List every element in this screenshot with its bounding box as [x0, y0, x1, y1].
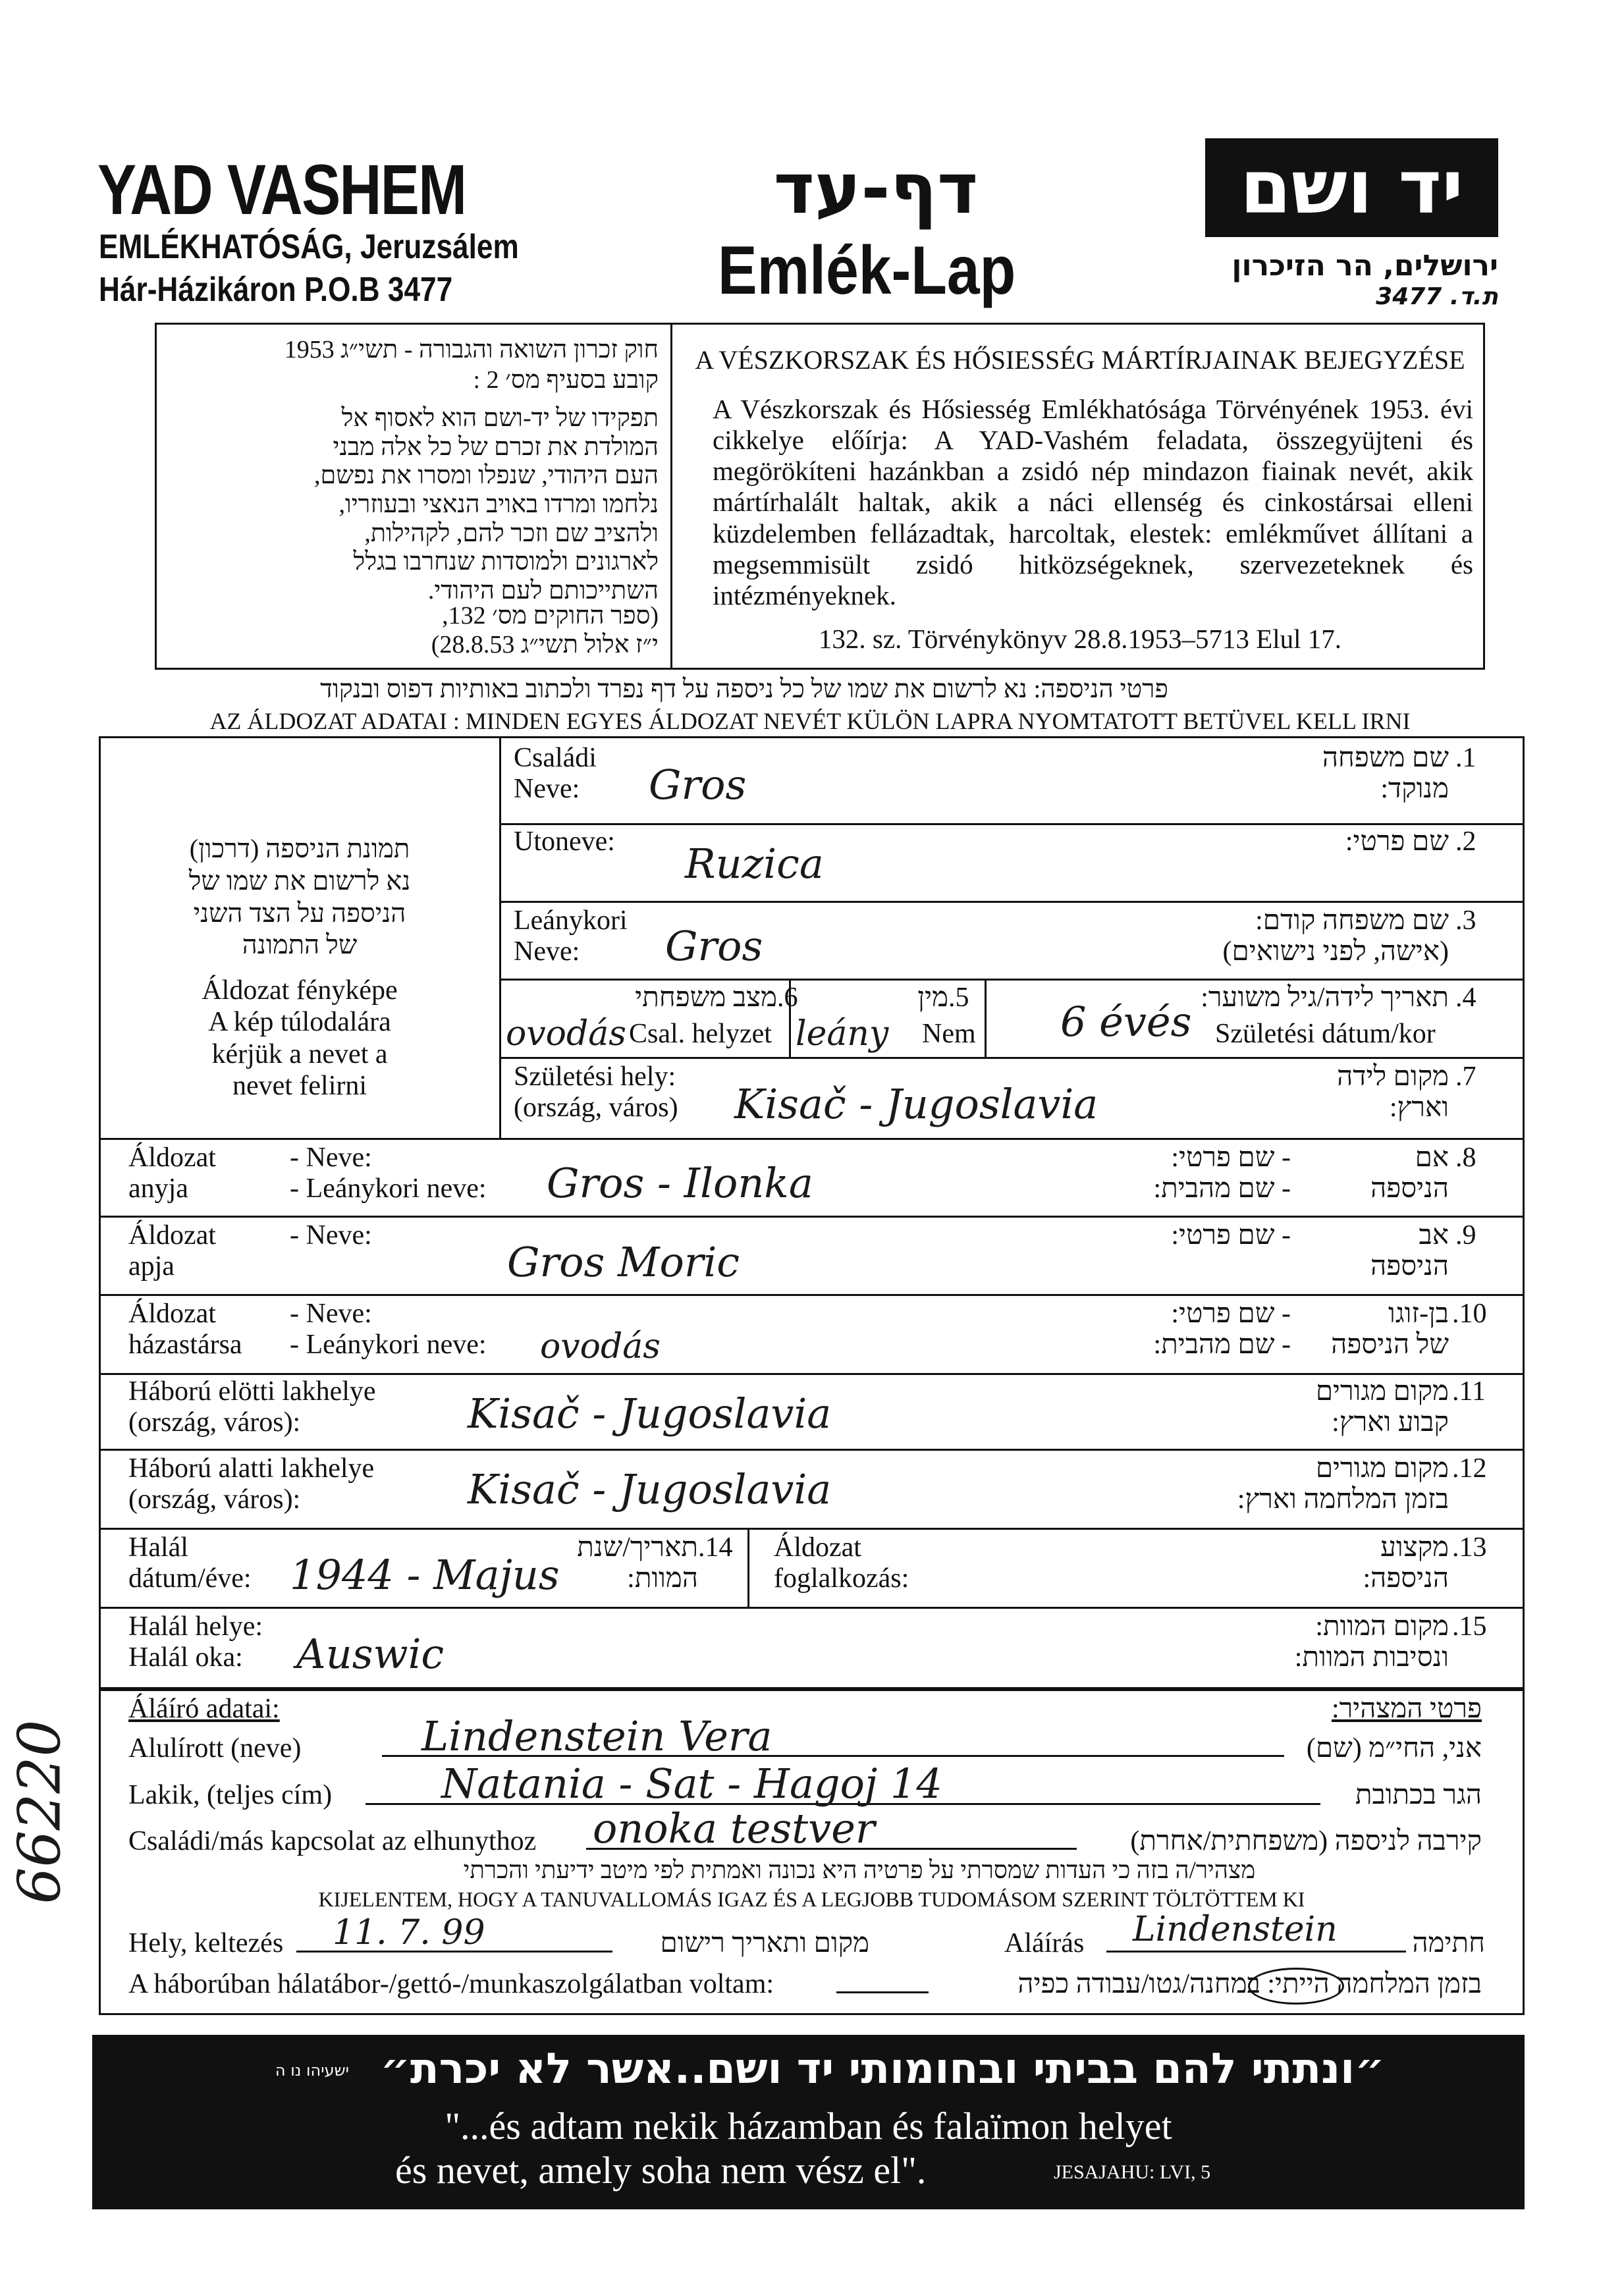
photo-text-hebrew [109, 833, 491, 961]
field11-label-he-line: קבוע וארץ: [1332, 1407, 1449, 1438]
signature-label-hu: Aláírás [1004, 1928, 1085, 1958]
signer-name-value: Lindenstein Vera [421, 1712, 772, 1760]
field10-label-hu [128, 1299, 242, 1361]
field9-sub-he-line: - שם פרטי: [1171, 1220, 1291, 1251]
law-hebrew-body-line: לארגונים ולמוסדות שנחרבו בגלל [353, 548, 659, 576]
footer-hebrew-quote: ״ונתתי להם בביתי ובחומותי יד ושם..אשר לא יכרת״ [380, 2045, 1385, 2093]
field6-label-hu: Csal. helyzet [629, 1019, 772, 1049]
field10-sub-he-line: - שם פרטי: [1171, 1299, 1291, 1329]
field15-value: Auswic [296, 1630, 445, 1678]
camp-line [836, 1991, 929, 1993]
declaration-hebrew: מצהיר/ה בזה כי העדות שמסרתי על פרטיה היא נכונה ואמתית לפי מיטב ידיעתי והכרתי [463, 1857, 1256, 1884]
title-hebrew: דף-עד [773, 148, 979, 229]
field14-label-he-line: המוות: [627, 1563, 698, 1594]
field8-sub-he-line: - שם מהבית: [1153, 1173, 1291, 1204]
field2-label-he [1152, 826, 1449, 857]
field14-number: .14 [698, 1532, 733, 1563]
field4-value: 6 évés [1060, 998, 1192, 1046]
field7-label-hu-line: Születési hely: [514, 1062, 676, 1092]
law-hebrew-body [171, 404, 659, 606]
signature-label-he: חתימה [1412, 1928, 1485, 1958]
field8-sub-hu-line: - Leánykori neve: [290, 1173, 487, 1204]
law-hungarian-title: A VÉSZKORSZAK ÉS HŐSIESSÉG MÁRTÍRJAINAK BEJEGYZÉSE [695, 345, 1465, 375]
footer-hebrew-ref: ישעיהו נו ה [275, 2061, 349, 2080]
field9-sub-hu-line: - Neve: [290, 1220, 372, 1251]
place-date-value: 11. 7. 99 [333, 1913, 485, 1953]
field13-label-hu-line: foglalkozás: [774, 1563, 909, 1594]
field3-label-hu [514, 905, 628, 967]
field2-label-he-line: שם פרטי: [1345, 826, 1449, 857]
field7-label-he-line: מקום לידה [1337, 1062, 1449, 1092]
field11-label-he [1225, 1376, 1449, 1438]
field13-label-he [1251, 1532, 1449, 1594]
row-line [99, 1607, 1525, 1609]
field12-label-he [1159, 1453, 1449, 1515]
org-line1: EMLÉKHATÓSÁG, Jeruzsálem [99, 228, 519, 266]
field11-value: Kisač - Jugoslavia [468, 1389, 832, 1438]
declaration-hungarian: KIJELENTEM, HOGY A TANUVALLOMÁS IGAZ ÉS A LEGJOBB TUDOMÁSOM SZERINT TÖLTÖTTEM KI [318, 1887, 1305, 1911]
field14-label-he-line: תאריך/שנת [577, 1532, 698, 1563]
place-date-label-he: מקום ותאריך רישום [660, 1928, 869, 1958]
field11-number: .11 [1452, 1376, 1486, 1407]
field12-label-hu-line: Háború alatti lakhelye [128, 1453, 375, 1484]
field15-label-hu-line: Halál oka: [128, 1642, 243, 1673]
field1-label-hu [514, 743, 597, 805]
field9-label-he-line: הניספה [1370, 1251, 1449, 1282]
field7-value: Kisač - Jugoslavia [734, 1080, 1098, 1128]
field15-label-he [1225, 1611, 1449, 1673]
law-hebrew-ref1: (ספר החוקים מס׳ 132, [442, 602, 659, 630]
row-line [99, 1216, 1525, 1218]
field15-label-hu [128, 1611, 263, 1673]
field4-number: .4 [1455, 983, 1476, 1013]
field3-value: Gros [665, 922, 763, 970]
field3-label-hu-line: Leánykori [514, 905, 628, 936]
row-line [499, 1057, 1525, 1059]
field15-number: .15 [1452, 1611, 1487, 1642]
field8-sub-he [1120, 1143, 1291, 1204]
field5-value: leány [796, 1014, 889, 1054]
signer-address-label-he: הגר בכתובת [1355, 1780, 1482, 1810]
field10-sub-hu-line: - Leánykori neve: [290, 1330, 487, 1361]
field12-label-hu-line: (ország, város): [128, 1484, 301, 1515]
field8-label-he-line: אם [1415, 1143, 1449, 1173]
field1-value: Gros [649, 761, 747, 809]
logo-hebrew: יד ושם [1205, 138, 1498, 237]
field10-sub-hu-line: - Neve: [290, 1299, 372, 1329]
field9-label-he [1311, 1220, 1449, 1282]
field7-label-hu-line: (ország, város) [514, 1092, 678, 1123]
law-hebrew-body-line: העם היהודי, שנפלו ומסרו את נפשם, [313, 462, 659, 490]
field8-label-he-line: הניספה [1370, 1173, 1449, 1204]
field11-label-hu-line: Háború elötti lakhelye [128, 1376, 376, 1407]
law-hungarian-body: A Vészkorszak és Hősiesség Emlékhatósága Törvényének 1953. évi cikkelye előírja: A YAD-Vashém feladata, összegyüjteni és megörökíteni hazánkban a zsidó nép mindazon fiainak nevét, akik mártírhalált haltak, akik a náci ellenség és cinkostársai elleni küzdelemben fellázadtak, harcoltak, elestek: emlékművet állítani a megsemmisült zsidó hitközségeknek, szervezeteknek és intézményeknek. [713, 394, 1473, 610]
instructions-hebrew: פרטי הניספה: נא לרשום את שמו של כל ניספה על דף נפרד ולכתוב באותיות דפוס ובנקוד [320, 675, 1168, 703]
photo-hungarian-line: kérjük a nevet a [211, 1038, 388, 1069]
field11-label-hu [128, 1376, 376, 1438]
field7-label-hu [514, 1062, 678, 1123]
signer-relation-label-hu: Családi/más kapcsolat az elhunythoz [128, 1826, 537, 1856]
field10-label-hu-line: házastársa [128, 1330, 242, 1361]
field8-sub-hu-line: - Neve: [290, 1143, 372, 1173]
row-line [499, 901, 1525, 903]
signer-name-label-hu: Alulírott (neve) [128, 1733, 302, 1764]
field9-label-hu-line: Áldozat [128, 1220, 216, 1251]
photo-hebrew-line: נא לרשום את שמו של [188, 865, 411, 896]
signer-title-he: פרטי המצהיר: [1331, 1694, 1482, 1724]
field9-number: .9 [1455, 1220, 1476, 1251]
field14-label-hu [128, 1532, 252, 1594]
field4-label-hu: Születési dátum/kor [1215, 1019, 1436, 1049]
law-hebrew-body-line: נלחמו ומרדו באויב הנאצי ובעוזריו, [338, 491, 659, 519]
field5-label-he: מין [917, 983, 948, 1013]
field8-number: .8 [1455, 1143, 1476, 1173]
camp-circle-mark [1248, 1968, 1344, 2005]
field7-number: .7 [1455, 1062, 1476, 1092]
field14-value: 1944 - Majus [290, 1551, 560, 1599]
field8-sub-hu [290, 1143, 487, 1204]
field7-label-he-line: וארץ: [1389, 1092, 1449, 1123]
field10-sub-he [1120, 1299, 1291, 1361]
field8-value: Gros - Ilonka [547, 1159, 813, 1207]
org-name: YAD VASHEM [97, 149, 466, 229]
field14-label-hu-line: Halál [128, 1532, 188, 1563]
field9-value: Gros Moric [507, 1238, 740, 1286]
law-hebrew-body-line: המולדת את זכרם של כל אלה מבני [333, 433, 659, 461]
field1-label-he [1152, 743, 1449, 805]
field3-number: .3 [1455, 905, 1476, 936]
field15-label-he-line: ונסיבות המוות: [1294, 1642, 1449, 1673]
law-hebrew-line2: קובע בסעיף מס׳ 2 : [473, 366, 659, 394]
row-line [99, 1294, 1525, 1296]
field9-sub-hu [290, 1220, 372, 1251]
field3-label-he [1120, 905, 1449, 967]
field12-number: .12 [1452, 1453, 1487, 1484]
field6-number: .6 [777, 983, 798, 1013]
camp-label-he: בזמן המלחמה הייתי: במחנה/גטו/עבודה כפיה [1017, 1969, 1482, 1999]
row-line [99, 1449, 1525, 1451]
field10-number: .10 [1452, 1299, 1487, 1329]
field10-label-he [1291, 1299, 1449, 1361]
field10-value: ovodás [540, 1327, 661, 1366]
signer-address-label-hu: Lakik, (teljes cím) [128, 1780, 333, 1810]
field8-label-hu-line: anyja [128, 1173, 188, 1204]
field13-label-hu [774, 1532, 909, 1594]
signature-line [1106, 1951, 1406, 1953]
signer-name-label-he: אני, החי״מ (שם) [1306, 1733, 1482, 1764]
law-hebrew-body-line: השתייכותם לעם היהודי. [427, 577, 659, 605]
field2-number: .2 [1455, 826, 1476, 857]
field9-sub-he [1120, 1220, 1291, 1251]
field11-label-he-line: מקום מגורים [1315, 1376, 1449, 1407]
field12-label-he-line: בזמן המלחמה וארץ: [1237, 1484, 1449, 1515]
field3-label-he-line: (אישה, לפני נישואים) [1222, 936, 1449, 967]
row-line [99, 1138, 1525, 1140]
title-hungarian: Emlék-Lap [718, 232, 1016, 309]
field3-label-he-line: שם משפחה קודם: [1255, 905, 1449, 936]
photo-text-hungarian [109, 975, 491, 1102]
law-hebrew-body-line: תפקידו של יד-ושם הוא לאסוף אל [341, 404, 659, 432]
field10-label-hu-line: Áldozat [128, 1299, 216, 1329]
signature-value: Lindenstein [1133, 1910, 1338, 1949]
field8-sub-he-line: - שם פרטי: [1171, 1143, 1291, 1173]
field5-number: .5 [948, 983, 969, 1013]
photo-hebrew-line: של התמונה [242, 930, 358, 960]
field6-label-he: מצב משפחתי [635, 983, 777, 1013]
field9-label-hu-line: apja [128, 1251, 175, 1282]
field2-value: Ruzica [685, 840, 824, 888]
footer-hu-line2: és nevet, amely soha nem vész el". [395, 2149, 927, 2192]
field13-number: .13 [1452, 1532, 1487, 1563]
signer-relation-label-he: קירבה לניספה (משפחתית/אחרת) [1130, 1826, 1482, 1856]
field8-label-hu-line: Áldozat [128, 1143, 216, 1173]
field1-label-he-line: שם משפחה [1322, 743, 1449, 773]
pobox-hebrew: ת.ד. 3477 [1376, 283, 1498, 310]
place-date-label-hu: Hely, keltezés [128, 1928, 284, 1958]
field1-label-hu-line: Neve: [514, 774, 580, 805]
field10-label-he-line: בן-זוגו [1388, 1299, 1449, 1329]
field2-label-hu-line: Utoneve: [514, 826, 615, 857]
field8-label-he [1311, 1143, 1449, 1204]
law-hungarian-ref: 132. sz. Törvénykönyv 28.8.1953–5713 Elul 17. [818, 624, 1342, 654]
photo-hungarian-line: nevet felirni [232, 1070, 367, 1101]
field3-label-hu-line: Neve: [514, 936, 580, 967]
row-line [99, 1373, 1525, 1375]
address-hebrew: ירושלים, הר הזיכרון [1232, 249, 1498, 283]
cell-divider [985, 979, 987, 1057]
row-line [499, 823, 1525, 825]
margin-note: 66220 [5, 1719, 74, 1904]
photo-divider [499, 736, 501, 1138]
org-line2: Hár-Házikáron P.O.B 3477 [99, 271, 453, 309]
field13-label-he-line: מקצוע [1380, 1532, 1449, 1563]
instructions-hungarian: AZ ÁLDOZAT ADATAI : MINDEN EGYES ÁLDOZAT NEVÉT KÜLÖN LAPRA NYOMTATOTT BETÜVEL KELL IRNI [209, 708, 1411, 734]
law-hebrew-line1: חוק זכרון השואה והגבורה - תשי״ג 1953 [284, 336, 659, 364]
field7-label-he [1251, 1062, 1449, 1123]
signer-title-hu: Áláíró adatai: [128, 1694, 280, 1724]
row-line [99, 1528, 1525, 1530]
field10-sub-he-line: - שם מהבית: [1153, 1330, 1291, 1361]
field12-label-he-line: מקום מגורים [1315, 1453, 1449, 1484]
field1-number: .1 [1455, 743, 1476, 773]
field10-sub-hu [290, 1299, 487, 1361]
field2-label-hu [514, 826, 615, 857]
field12-value: Kisač - Jugoslavia [468, 1465, 832, 1513]
field1-label-hu-line: Családi [514, 743, 597, 773]
field4-label-he: תאריך לידה/גיל משוער: [1201, 983, 1449, 1013]
law-hebrew-body-line: ולהציב שם וזכר להם, לקהילות, [364, 519, 659, 547]
camp-label-hu: A háborúban hálatábor-/gettó-/munkaszolgálatban voltam: [128, 1969, 774, 1999]
law-hebrew-ref2: י״ז אלול תשי״ג 28.8.53) [431, 631, 659, 659]
photo-hebrew-line: הניספה על הצד השני [193, 898, 406, 928]
field15-label-he-line: מקום המוות: [1315, 1611, 1449, 1642]
field14-label-hu-line: dátum/éve: [128, 1563, 252, 1594]
field15-label-hu-line: Halál helye: [128, 1611, 263, 1642]
photo-hebrew-line: תמונת הניספה (דרכון) [189, 834, 410, 863]
field8-label-hu [128, 1143, 216, 1204]
field11-label-hu-line: (ország, város): [128, 1407, 301, 1438]
field9-label-he-line: אב [1419, 1220, 1449, 1251]
field13-label-hu-line: Áldozat [774, 1532, 861, 1563]
field10-label-he-line: של הניספה [1331, 1330, 1449, 1361]
field12-label-hu [128, 1453, 374, 1515]
field5-label-hu: Nem [922, 1019, 976, 1049]
field9-label-hu [128, 1220, 216, 1282]
field6-value: ovodás [506, 1014, 626, 1054]
row-line [499, 979, 1525, 981]
footer-hu-ref: JESAJAHU: LVI, 5 [1054, 2161, 1211, 2183]
photo-hungarian-line: A kép túlodalára [208, 1007, 391, 1038]
field13-label-he-line: הניספה: [1363, 1563, 1449, 1594]
signer-relation-value: onoka testver [593, 1804, 875, 1852]
field1-label-he-line: מנוקד: [1380, 774, 1449, 805]
law-divider [670, 323, 672, 670]
footer-hu-line1: "...és adtam nekik házamban és falaïmon helyet [445, 2105, 1172, 2147]
cell-divider [747, 1528, 749, 1607]
signer-address-value: Natania - Sat - Hagoj 14 [441, 1760, 942, 1808]
photo-hungarian-line: Áldozat fényképe [202, 975, 398, 1006]
